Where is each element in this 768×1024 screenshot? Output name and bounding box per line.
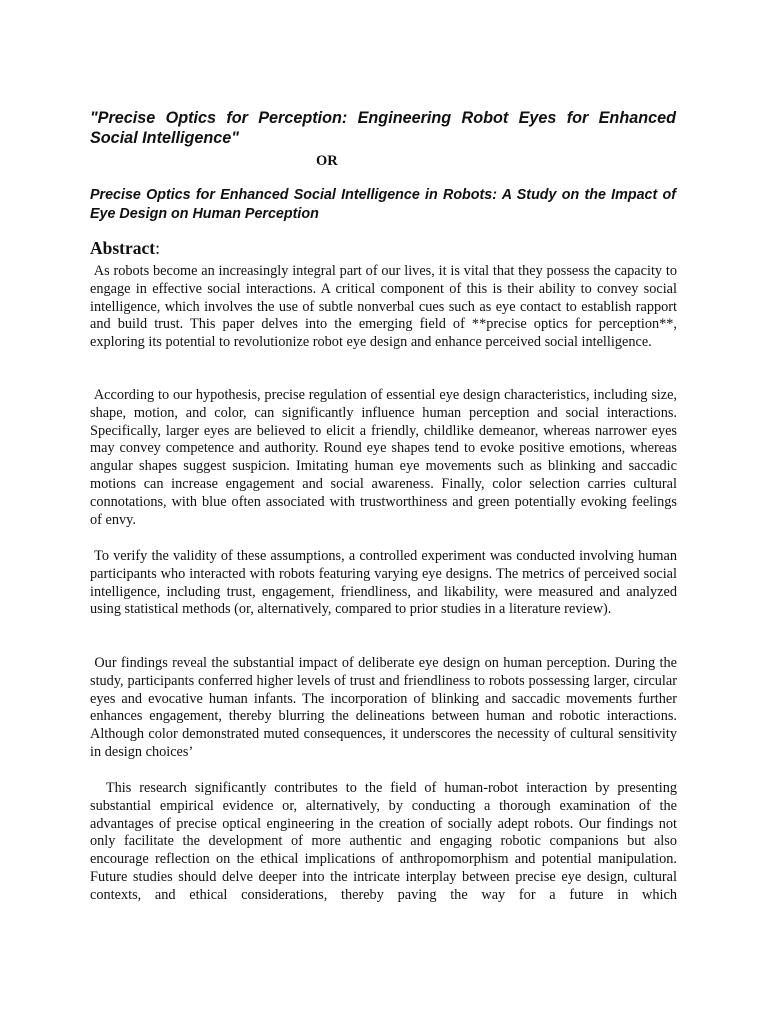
alternative-title: Precise Optics for Enhanced Social Intelligence in Robots: A Study on the Impact of Eye Design on Human Perception [90,187,676,222]
abstract-paragraph: As robots become an increasingly integral part of our lives, it is vital that they possess the capacity to engage in effective social interactions. A critical component of this is their ability to convey social intelligence, which involves the use of subtle nonverbal cues such as eye contact to establish rapport and build trust. This paper delves into the emerging field of **precise optics for perception**, exploring its potential to revolutionize robot eye design and enhance perceived social intelligence. [90,263,681,351]
abstract-heading [90,237,160,259]
abstract-paragraph: To verify the validity of these assumptions, a controlled experiment was conducted involving human participants who interacted with robots featuring varying eye designs. The metrics of perceived social intelligence, including trust, engagement, friendliness, and likability, were measured and analyzed using statistical methods (or, alternatively, compared to prior studies in a literature review). [90,548,681,618]
abstract-paragraph: Our findings reveal the substantial impact of deliberate eye design on human perception. During the study, participants conferred higher levels of trust and friendliness to robots possessing larger, circular eyes and evocative human infants. The incorporation of blinking and saccadic movements further enhances engagement, thereby blurring the delineations between human and robotic interactions. Although color demonstrated muted consequences, it underscores the necessity of cultural sensitivity in design choices’ [90,655,681,760]
paper-title: "Precise Optics for Perception: Engineering Robot Eyes for Enhanced Social Intelligence" [90,109,676,147]
abstract-heading-colon: : [155,238,160,258]
abstract-paragraph: According to our hypothesis, precise regulation of essential eye design characteristics, including size, shape, motion, and color, can significantly influence human perception and social interactions. Specifically, larger eyes are believed to elicit a friendly, childlike demeanor, whereas narrower eyes may convey competence and authority. Round eye shapes tend to evoke positive emotions, whereas angular shapes suggest suspicion. Imitating human eye movements such as blinking and saccadic motions can increase engagement and social awareness. Finally, color selection carries cultural connotations, with blue often associated with trustworthiness and green potentially evoking feelings of envy. [90,387,681,528]
abstract-paragraph: This research significantly contributes to the field of human-robot interaction by presenting substantial empirical evidence or, alternatively, by conducting a thorough examination of the advantages of precise optical engineering in the creation of socially adept robots. Our findings not only facilitate the development of more authentic and engaging robotic companions but also encourage reflection on the ethical implications of anthropomorphism and potential manipulation. Future studies should delve deeper into the intricate interplay between precise eye design, cultural contexts, and ethical considerations, thereby paving the way for a future in which [90,780,681,903]
or-separator: OR [316,153,338,169]
abstract-heading-word: Abstract [90,238,156,258]
